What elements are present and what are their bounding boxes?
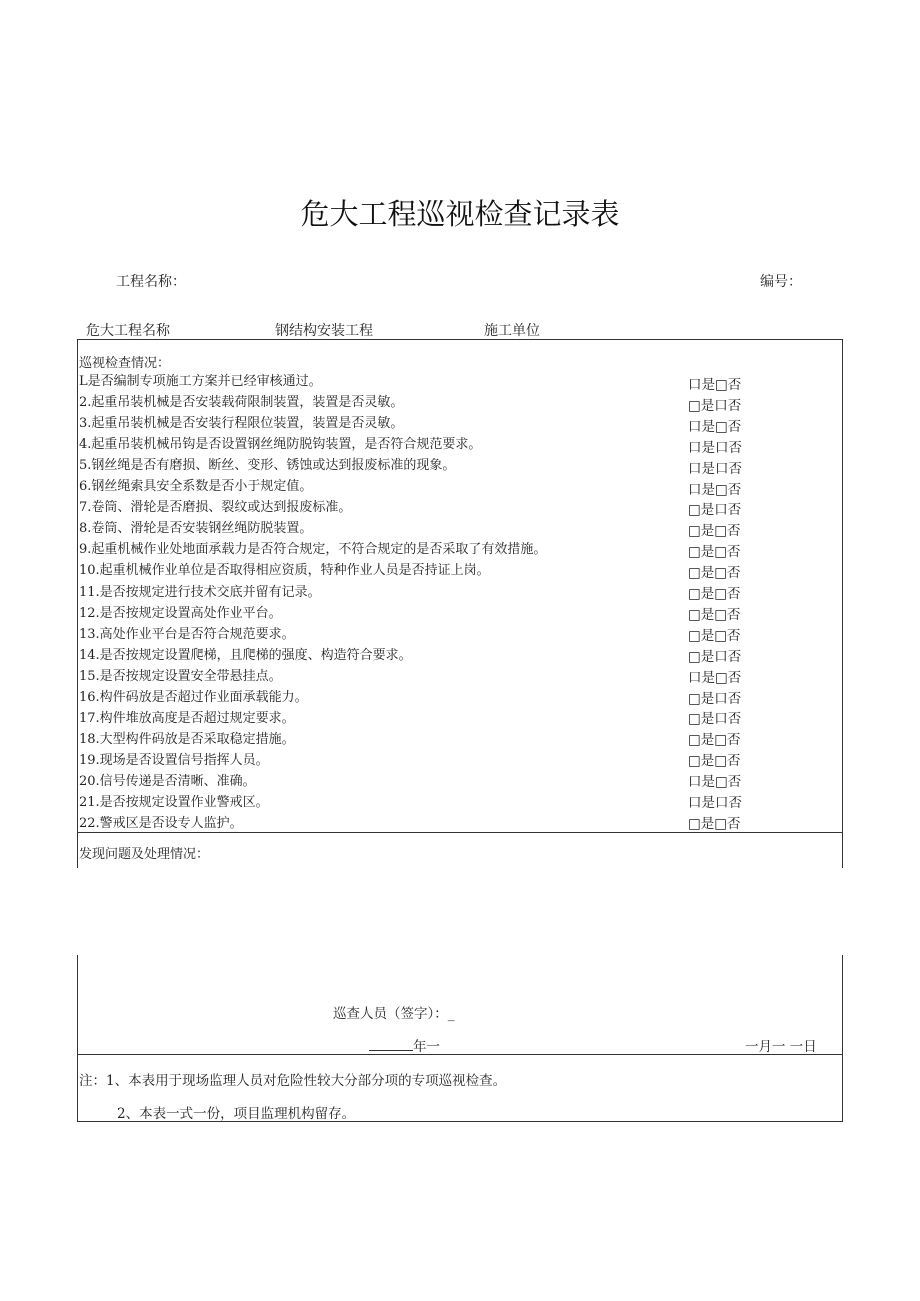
- checklist-item-text: 9.起重机械作业处地面承载力是否符合规定，不符合规定的是否采取了有效措施。: [79, 542, 547, 558]
- notes-divider: [77, 1054, 843, 1055]
- checklist-item-text: 10.起重机械作业单位是否取得相应资质，特种作业人员是否持证上岗。: [79, 563, 490, 579]
- table-left-border-upper: [77, 339, 78, 868]
- checklist-item-text: 13.高处作业平台是否符合规范要求。: [79, 626, 295, 642]
- number-label: 编号：: [760, 274, 802, 290]
- hazard-name-value: 钢结构安装工程: [275, 323, 373, 339]
- yes-no-checkbox-group[interactable]: 口是口否: [688, 439, 742, 456]
- checklist-item-text: 7.卷筒、滑轮是否磨损、裂纹或达到报废标准。: [79, 500, 352, 516]
- yes-no-checkbox-group[interactable]: □是□否: [688, 732, 741, 749]
- yes-no-checkbox-group[interactable]: 口是口否: [688, 795, 742, 811]
- table-top-border: [77, 339, 843, 340]
- year-blank-line: [369, 1038, 413, 1051]
- yes-no-checkbox-group[interactable]: □是□否: [688, 627, 741, 644]
- yes-no-checkbox-group[interactable]: 口是□否: [688, 669, 742, 686]
- checklist-item-text: 3.起重吊装机械是否安装行程限位装置，装置是否灵敏。: [79, 416, 404, 432]
- date-year: [369, 1035, 440, 1055]
- yes-no-checkbox-group[interactable]: □是□否: [688, 815, 741, 832]
- checklist-item-text: 5.钢丝绳是否有磨损、断丝、变形、锈蚀或达到报废标准的现象。: [79, 458, 456, 474]
- table-right-border-lower: [842, 955, 843, 1122]
- checklist-item-text: 14.是否按规定设置爬梯，且爬梯的强度、构造符合要求。: [79, 647, 412, 663]
- yes-no-checkbox-group[interactable]: 口是□否: [688, 418, 742, 435]
- contractor-label: 施工单位: [484, 323, 540, 339]
- yes-no-checkbox-group[interactable]: □是□否: [688, 565, 741, 582]
- checklist-item-text: 6.钢丝绳索具安全系数是否小于规定值。: [79, 479, 313, 495]
- yes-no-checkbox-group[interactable]: 口是□否: [688, 377, 742, 393]
- checklist-item-text: 15.是否按规定设置安全带悬挂点。: [79, 668, 282, 684]
- checklist-item-text: 21.是否按规定设置作业警戒区。: [79, 795, 269, 810]
- yes-no-checkbox-group[interactable]: □是口否: [688, 397, 742, 414]
- yes-no-checkbox-group[interactable]: □是□否: [688, 606, 741, 623]
- hazard-name-label: 危大工程名称: [86, 323, 170, 339]
- table-left-border-lower: [77, 955, 78, 1122]
- yes-no-checkbox-group[interactable]: □是□否: [688, 586, 741, 602]
- checklist-item-text: 11.是否按规定进行技术交底并留有记录。: [79, 584, 321, 600]
- yes-no-checkbox-group[interactable]: 口是□否: [688, 774, 742, 791]
- page-title: 危大工程巡视检查记录表: [300, 197, 620, 231]
- project-name-label: 工程名称：: [116, 274, 186, 290]
- yes-no-checkbox-group[interactable]: □是口否: [688, 648, 742, 665]
- checklist-item-text: 16.构件码放是否超过作业面承载能力。: [79, 689, 308, 705]
- yes-no-checkbox-group[interactable]: □是□否: [688, 753, 741, 770]
- checklist-item-text: 4.起重吊装机械吊钩是否设置钢丝绳防脱钩装置，是否符合规范要求。: [79, 437, 482, 453]
- checklist-item-text: 22.警戒区是否设专人监护。: [79, 816, 243, 832]
- yes-no-checkbox-group[interactable]: 口是□否: [688, 481, 742, 498]
- note-2: 2、本表一式一份，项目监理机构留存。: [117, 1106, 356, 1122]
- inspector-signature-label: 巡查人员（签字）：_: [333, 1006, 455, 1022]
- checklist-item-text: 19.现场是否设置信号指挥人员。: [79, 752, 269, 768]
- inspection-heading: 巡视检查情况：: [79, 356, 171, 371]
- yes-no-checkbox-group[interactable]: □是口否: [688, 502, 742, 519]
- checklist-item-text: L是否编制专项施工方案并已经审核通过。: [79, 374, 322, 389]
- checklist-item-text: 8.卷筒、滑轮是否安装钢丝绳防脱装置。: [79, 521, 313, 537]
- checklist-item-text: 18.大型构件码放是否采取稳定措施。: [79, 731, 295, 747]
- yes-no-checkbox-group[interactable]: □是□否: [688, 523, 741, 540]
- yes-no-checkbox-group[interactable]: □是口否: [688, 690, 742, 707]
- month-day-label: 一月一 一日: [745, 1039, 817, 1055]
- table-right-border-upper: [842, 339, 843, 868]
- checklist-item-text: 2.起重吊装机械是否安装载荷限制装置，装置是否灵敏。: [79, 395, 404, 411]
- yes-no-checkbox-group[interactable]: 口是口否: [688, 460, 742, 477]
- yes-no-checkbox-group[interactable]: □是□否: [688, 544, 741, 561]
- checklist-item-text: 12.是否按规定设置高处作业平台。: [79, 605, 282, 621]
- checklist-item-text: 17.构件堆放高度是否超过规定要求。: [79, 710, 295, 726]
- note-1: 注：1、本表用于现场监理人员对危险性较大分部分项的专项巡视检查。: [79, 1073, 507, 1089]
- yes-no-checkbox-group[interactable]: □是口否: [688, 711, 742, 728]
- checklist-item-text: 20.信号传递是否清晰、准确。: [79, 773, 256, 789]
- findings-heading: 发现问题及处理情况：: [79, 847, 210, 862]
- year-label: 年一: [413, 1039, 440, 1055]
